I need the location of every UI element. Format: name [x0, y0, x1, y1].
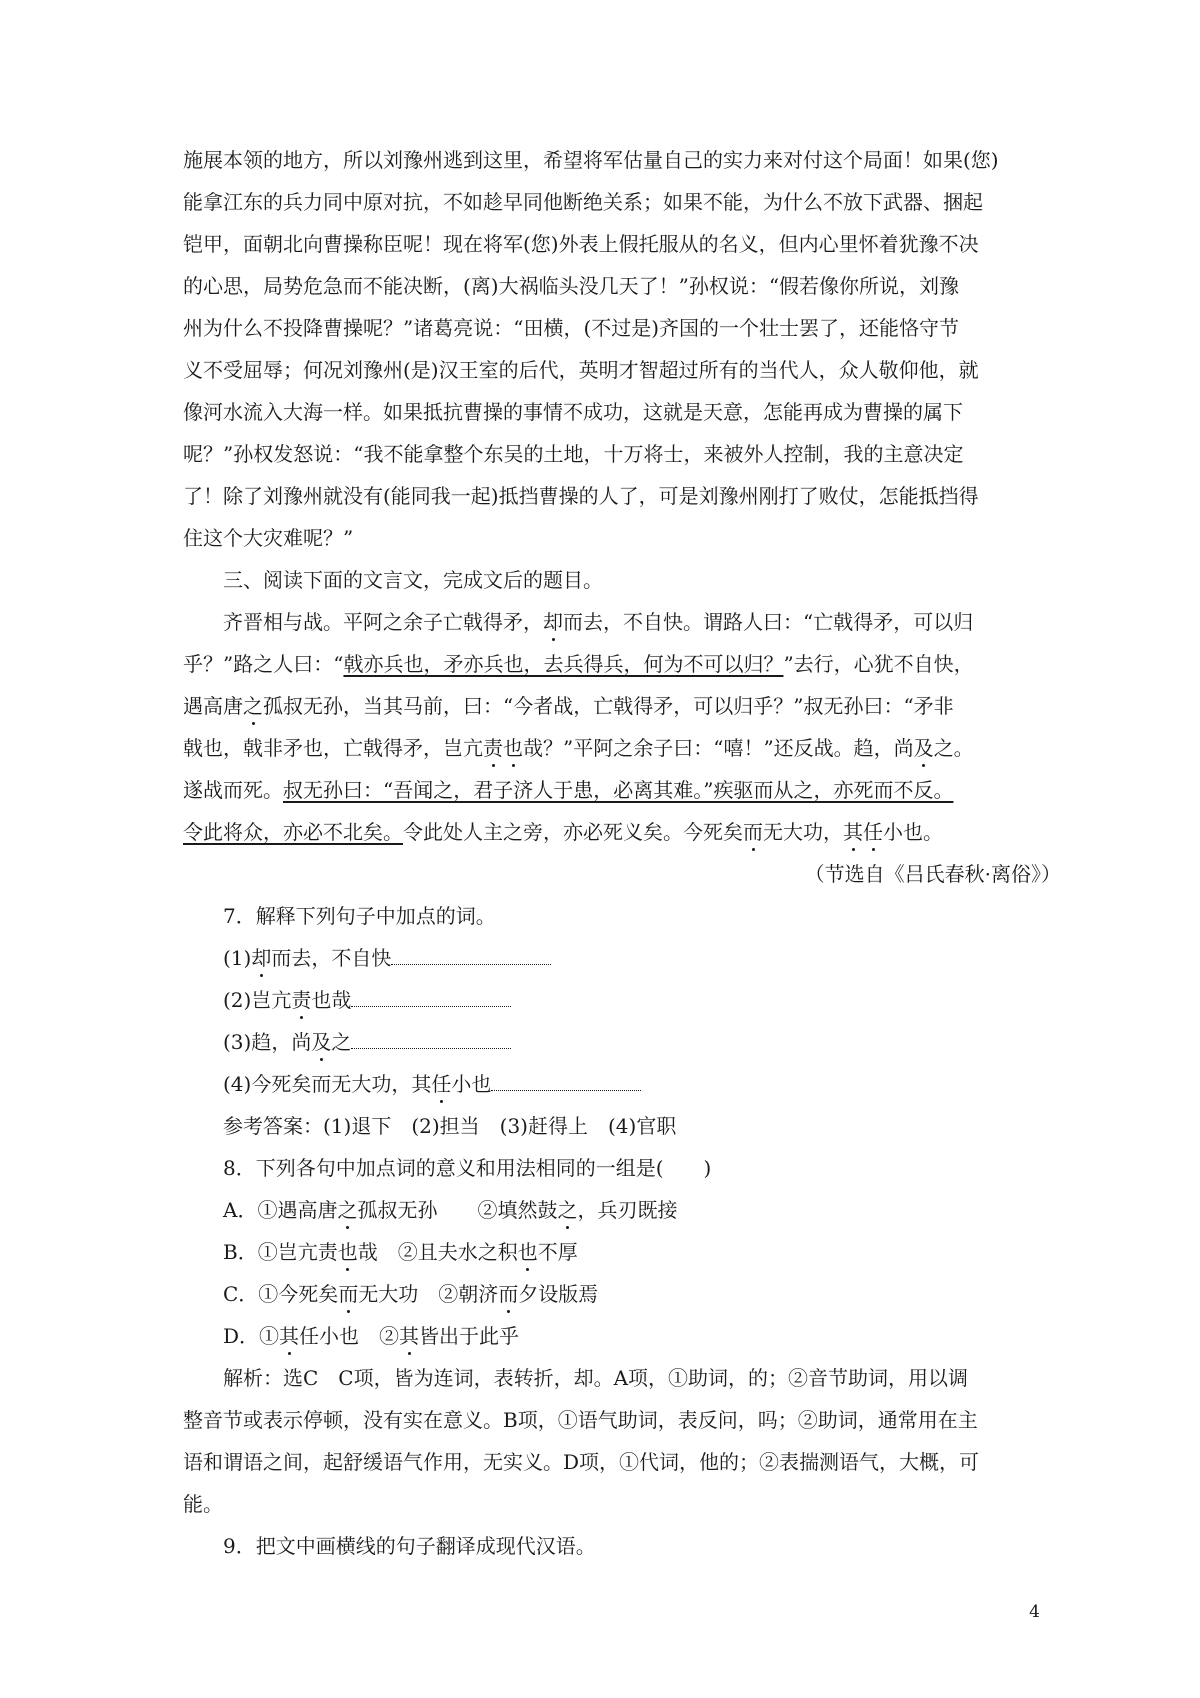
dotted-word: 也	[518, 1231, 538, 1273]
analysis-line: 能。	[183, 1492, 223, 1516]
translation-line: 义不受屈辱；何况刘豫州(是)汉王室的后代，英明才智超过所有的当代人，众人敬仰他，就	[183, 358, 979, 382]
passage-text: 遂战而死。	[183, 778, 283, 802]
translation-line: 的心思，局势危急而不能决断，(离)大祸临头没几天了！”孙权说：“假若像你所说，刘豫	[183, 274, 960, 298]
analysis	[183, 1357, 1061, 1525]
dotted-word: 而	[498, 1273, 518, 1315]
item-text: 也哉	[311, 988, 352, 1012]
answer-blank[interactable]	[351, 992, 511, 1007]
passage-text: 小也。	[883, 820, 943, 844]
option-a	[183, 1189, 1061, 1231]
passage-line	[183, 811, 1061, 853]
translation-paragraph	[183, 139, 1061, 559]
item-text: (2)岂亢	[223, 988, 292, 1012]
translation-line: 铠甲，面朝北向曹操称臣呢！现在将军(您)外表上假托服从的名义，但内心里怀着犹豫不决	[183, 232, 979, 256]
question-item	[183, 979, 1061, 1021]
passage-text: 而去，不自快。谓路人曰：“亡戟得矛，可以归	[563, 610, 974, 634]
dotted-word: 其	[279, 1315, 299, 1357]
item-text: (4)今死矣而无大功，其	[223, 1072, 432, 1096]
passage-text: 遇高唐	[183, 694, 243, 718]
option-text: A．①遇高唐	[223, 1198, 338, 1222]
analysis-line: 整音节或表示停顿，没有实在意义。B项，①语气助词，表反问，吗；②助词，通常用在主	[183, 1408, 978, 1432]
answer-blank[interactable]	[491, 1076, 641, 1091]
passage-text: 之。	[933, 736, 974, 760]
passage-line	[183, 769, 1061, 811]
passage-line	[183, 685, 1061, 727]
passage-line	[183, 727, 1061, 769]
question-7	[183, 895, 1061, 1147]
translation-line: 能拿江东的兵力同中原对抗，不如趁早同他断绝关系；如果不能，为什么不放下武器、捆起	[183, 190, 983, 214]
analysis-line: 解析：选C C项，皆为连词，表转折，却。A项，①助词，的；②音节助词，用以调	[223, 1366, 969, 1390]
question-item	[183, 1021, 1061, 1063]
translation-line: 住这个大灾难呢？”	[183, 526, 354, 550]
dotted-word: 及	[311, 1021, 331, 1063]
question-9: 9．把文中画横线的句子翻译成现代汉语。	[223, 1534, 596, 1558]
dotted-word: 其	[399, 1315, 419, 1357]
option-b	[183, 1231, 1061, 1273]
item-text: 小也	[451, 1072, 492, 1096]
dotted-word: 之	[243, 685, 263, 727]
passage-text: 戟也，戟非矛也，亡戟得矛，岂亢	[183, 736, 483, 760]
option-c	[183, 1273, 1061, 1315]
question-item	[183, 937, 1061, 979]
passage-line	[183, 601, 1061, 643]
section-heading: 三、阅读下面的文言文，完成文后的题目。	[223, 568, 603, 592]
dotted-word: 其	[843, 811, 863, 853]
translation-line: 施展本领的地方，所以刘豫州逃到这里，希望将军估量自己的实力来对付这个局面！如果(您)	[183, 148, 999, 172]
item-text: (3)趋，尚	[223, 1030, 312, 1054]
option-text: 哉 ②且夫水之积	[357, 1240, 518, 1264]
question-stem: 8．下列各句中加点词的意义和用法相同的一组是( )	[223, 1156, 712, 1180]
passage-text: 无大功，	[763, 820, 843, 844]
passage-text: 哉？”平阿之余子曰：“嘻！”还反战。趋，尚	[523, 736, 914, 760]
dotted-word: 也	[338, 1231, 358, 1273]
dotted-word: 责	[483, 727, 503, 769]
translation-line: 州为什么不投降曹操呢？”诸葛亮说：“田横，(不过是)齐国的一个壮士罢了，还能恪守节	[183, 316, 960, 340]
dotted-word: 也	[503, 727, 523, 769]
translation-line: 呢？”孙权发怒说：“我不能拿整个东吴的土地，十万将士，来被外人控制，我的主意决定	[183, 442, 964, 466]
reference-answer: 参考答案：(1)退下 (2)担当 (3)赶得上 (4)官职	[223, 1114, 677, 1138]
document-page	[183, 139, 1061, 1567]
answer-blank[interactable]	[391, 950, 551, 965]
passage-line	[183, 643, 1061, 685]
underlined-sentence: 戟亦兵也，矛亦兵也，去兵得兵，何为不可以归？	[343, 652, 784, 676]
option-text: 孤叔无孙 ②填然鼓	[357, 1198, 558, 1222]
option-text: D．①	[223, 1324, 280, 1348]
dotted-word: 及	[914, 727, 934, 769]
option-text: 皆出于此乎	[419, 1324, 520, 1348]
dotted-word: 责	[291, 979, 311, 1021]
passage-text: 孤叔无孙，当其马前，曰：“今者战，亡戟得矛，可以归乎？”叔无孙曰：“矛非	[263, 694, 954, 718]
passage-text: 乎？”路之人曰：“	[183, 652, 344, 676]
question-item	[183, 1063, 1061, 1105]
option-text: 不厚	[537, 1240, 578, 1264]
page-number: 4	[1029, 1602, 1040, 1622]
option-d	[183, 1315, 1061, 1357]
passage-text: 令此处人主之旁，亦必死义矣。今死矣	[403, 820, 743, 844]
option-text: 任小也 ②	[299, 1324, 400, 1348]
option-text: C．①今死矣	[223, 1282, 339, 1306]
dotted-word: 之	[337, 1189, 357, 1231]
underlined-sentence: 令此将众，亦必不北矣。	[183, 820, 403, 844]
answer-blank[interactable]	[351, 1034, 511, 1049]
item-text: 之	[331, 1030, 352, 1054]
question-stem: 7．解释下列句子中加点的词。	[223, 904, 496, 928]
item-text: 而去，不自快	[271, 946, 392, 970]
option-text: B．①岂亢责	[223, 1240, 338, 1264]
passage-text: 齐晋相与战。平阿之余子亡戟得矛，	[223, 610, 543, 634]
classical-passage	[183, 601, 1061, 853]
analysis-line: 语和谓语之间，起舒缓语气作用，无实义。D项，①代词，他的；②表揣测语气，大概，可	[183, 1450, 980, 1474]
dotted-word: 却	[543, 601, 563, 643]
option-text: ，兵刃既接	[577, 1198, 678, 1222]
source-citation: （节选自《吕氏春秋·离俗》）	[804, 862, 1061, 886]
dotted-word: 而	[743, 811, 763, 853]
dotted-word: 之	[557, 1189, 577, 1231]
option-text: 夕设版焉	[518, 1282, 599, 1306]
question-8	[183, 1147, 1061, 1357]
translation-line: 像河水流入大海一样。如果抵抗曹操的事情不成功，这就是天意，怎能再成为曹操的属下	[183, 400, 963, 424]
dotted-word: 却	[251, 937, 271, 979]
translation-line: 了！除了刘豫州就没有(能同我一起)抵挡曹操的人了，可是刘豫州刚打了败仗，怎能抵挡得	[183, 484, 979, 508]
dotted-word: 任	[863, 811, 883, 853]
item-text: (1)	[223, 946, 252, 970]
dotted-word: 而	[338, 1273, 358, 1315]
underlined-sentence: 叔无孙曰：“吾闻之，君子济人于患，必离其难。”疾驱而从之，亦死而不反。	[283, 778, 954, 802]
passage-text: ”去行，心犹不自快，	[783, 652, 974, 676]
option-text: 无大功 ②朝济	[358, 1282, 499, 1306]
dotted-word: 任	[431, 1063, 451, 1105]
